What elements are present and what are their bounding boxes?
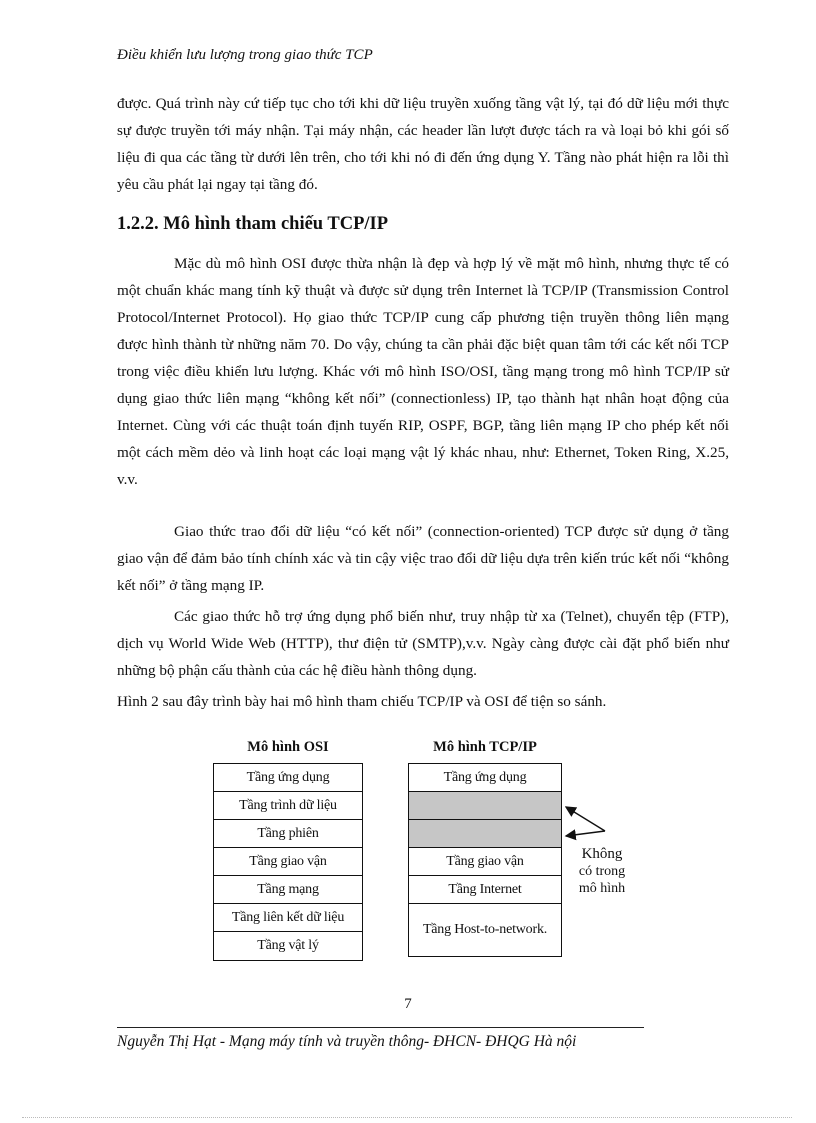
tcpip-layer-absent-presentation [409, 792, 561, 820]
section-title: 1.2.2. Mô hình tham chiếu TCP/IP [117, 214, 389, 234]
note-line-1: Không [581, 846, 623, 862]
paragraph-tcp-protocol: Giao thức trao đổi dữ liệu “có kết nối” (connection-oriented) TCP được sử dụng ở tầng giao vận để đảm bảo tính chính xác và tin cậy việc trao đổi dữ liệu dựa trên kiến trúc kết nối “không kết nối” ở tầng mạng IP. [117, 523, 729, 594]
osi-layer-stack [213, 763, 363, 961]
osi-layer-presentation: Tầng trình dữ liệu [214, 792, 362, 820]
running-footer: Nguyễn Thị Hạt - Mạng máy tính và truyền thông- ĐHCN- ĐHQG Hà nội [117, 1033, 577, 1050]
page-number: 7 [404, 996, 412, 1012]
arrow-to-presentation-row [566, 807, 605, 831]
tcpip-layer-stack [408, 763, 562, 957]
osi-layer-transport: Tầng giao vận [214, 848, 362, 876]
osi-layer-datalink: Tầng liên kết dữ liệu [214, 904, 362, 932]
note-line-2: có trong [578, 864, 626, 879]
running-header: Điều khiển lưu lượng trong giao thức TCP [117, 47, 373, 63]
osi-tcpip-diagram [205, 733, 645, 973]
paragraph-application-protocols: Các giao thức hỗ trợ ứng dụng phổ biến như, truy nhập từ xa (Telnet), chuyển tệp (FTP), dịch vụ World Wide Web (HTTP), thư điện tử (SMTP),v.v. Ngày càng được cài đặt phổ biến như những bộ phận cấu thành của các hệ điều hành thông dụng. [117, 608, 729, 679]
tcpip-layer-host-to-network: Tầng Host-to-network. [422, 922, 548, 937]
footer-rule [117, 1027, 644, 1028]
osi-layer-session: Tầng phiên [214, 820, 362, 848]
note-line-3: mô hình [578, 881, 626, 896]
tcpip-layer-absent-session [409, 820, 561, 848]
tcpip-layer-application: Tầng ứng dụng [409, 764, 561, 792]
tcpip-layer-transport: Tầng giao vận [409, 848, 561, 876]
not-in-model-note [567, 846, 637, 897]
paragraph-figure-intro: Hình 2 sau đây trình bày hai mô hình tham chiếu TCP/IP và OSI để tiện so sánh. [117, 693, 607, 710]
arrow-to-session-row [566, 831, 605, 836]
paragraph-continuation: được. Quá trình này cứ tiếp tục cho tới khi dữ liệu truyền xuống tầng vật lý, tại đó dữ liệu mới thực sự được truyền tới máy nhận. Tại máy nhận, các header lần lượt được tách ra và loại bỏ khi gói số liệu đi qua các tầng từ dưới lên trên, cho tới khi nó đi đến ứng dụng Y. Tầng nào phát hiện ra lỗi thì yêu cầu phát lại ngay tại tầng đó. [117, 95, 729, 193]
osi-model-title: Mô hình OSI [247, 739, 329, 755]
tcpip-layer-internet: Tầng Internet [409, 876, 561, 904]
osi-layer-physical: Tầng vật lý [257, 938, 319, 953]
page-bottom-border [22, 1117, 792, 1118]
tcpip-model-title: Mô hình TCP/IP [433, 739, 537, 755]
paragraph-tcpip-intro: Mặc dù mô hình OSI được thừa nhận là đẹp và hợp lý về mặt mô hình, nhưng thực tế có một chuẩn khác mang tính kỹ thuật và được sử dụng trên Internet là TCP/IP (Transmission Control Protocol/Internet Protocol). Họ giao thức TCP/IP cung cấp phương tiện truyền thông liên mạng được hình thành từ những năm 70. Do vậy, chúng ta cần phải đặc biệt quan tâm tới các kết nối TCP trong việc điều khiển lưu lượng. Khác với mô hình ISO/OSI, tầng mạng trong mô hình TCP/IP sử dụng giao thức liên mạng “không kết nối” (connectionless) IP, tạo thành hạt nhân hoạt động của Internet. Cùng với các thuật toán định tuyến RIP, OSPF, BGP, tầng liên mạng IP cho phép kết nối một cách mềm dẻo và linh hoạt các loại mạng vật lý khác nhau, như: Ethernet, Token Ring, X.25, v.v. [117, 255, 729, 488]
osi-layer-application: Tầng ứng dụng [214, 764, 362, 792]
osi-layer-network: Tầng mạng [214, 876, 362, 904]
